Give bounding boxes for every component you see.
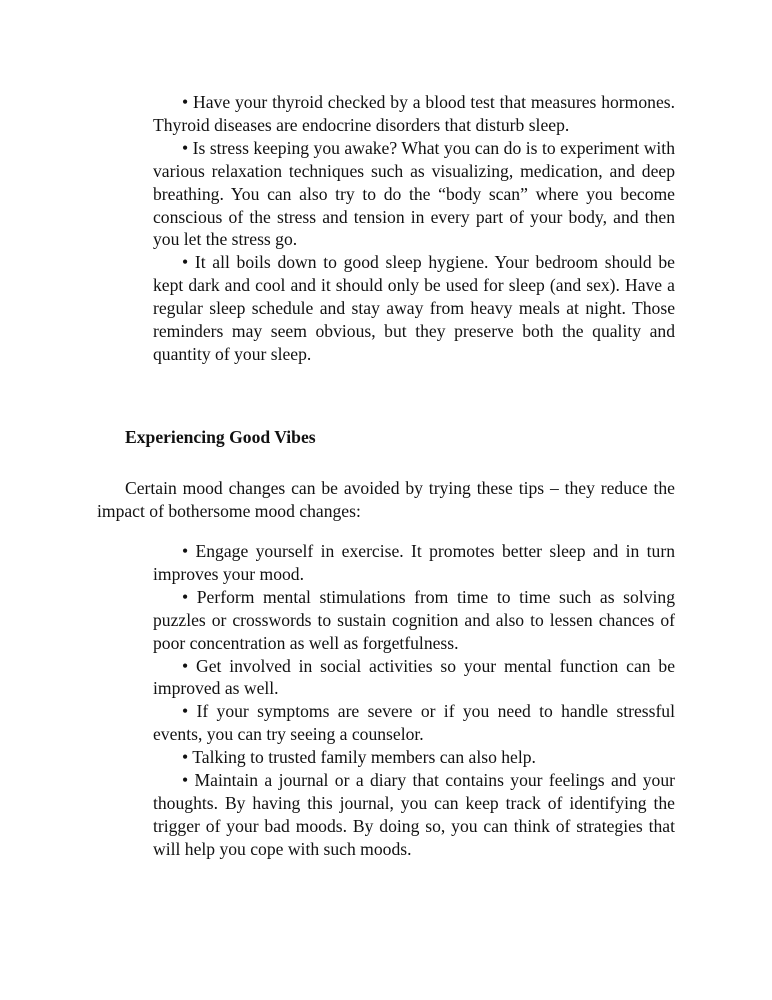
- list-item: • Perform mental stimulations from time to time such as solving puzzles or crosswords to sustain cognition and also to lessen chances of poor concentration as well as forgetfulness.: [153, 586, 675, 653]
- list-item: • Talking to trusted family members can also help.: [182, 747, 536, 768]
- list-item: • Have your thyroid checked by a blood test that measures hormones. Thyroid diseases are endocrine disorders that disturb sleep.: [153, 92, 675, 135]
- list-item: • If your symptoms are severe or if you need to handle stressful events, you can try seeing a counselor.: [153, 701, 675, 745]
- mood-tips-list: [153, 540, 675, 861]
- list-item: • Engage yourself in exercise. It promotes better sleep and in turn improves your mood.: [153, 541, 675, 584]
- list-item: • Maintain a journal or a diary that contains your feelings and your thoughts. By having this journal, you can keep track of identifying the trigger of your bad moods. By doing so, you can think of strategies that will help you cope with such moods.: [153, 770, 675, 859]
- section-intro: Certain mood changes can be avoided by trying these tips – they reduce the impact of bothersome mood changes:: [97, 478, 675, 521]
- list-item: • It all boils down to good sleep hygiene. Your bedroom should be kept dark and cool and it should only be used for sleep (and sex). Have a regular sleep schedule and stay away from heavy meals at night. Those reminders may seem obvious, but they preserve both the quality and quantity of your sleep.: [153, 252, 675, 364]
- list-item: • Get involved in social activities so your mental function can be improved as well.: [153, 655, 675, 699]
- sleep-tips-list: [153, 91, 675, 366]
- section-heading: Experiencing Good Vibes: [125, 427, 316, 447]
- list-item: • Is stress keeping you awake? What you can do is to experiment with various relaxation techniques such as visualizing, medication, and deep breathing. You can also try to do the “body scan” where you become conscious of the stress and tension in every part of your body, and then you let the stress go.: [153, 137, 675, 250]
